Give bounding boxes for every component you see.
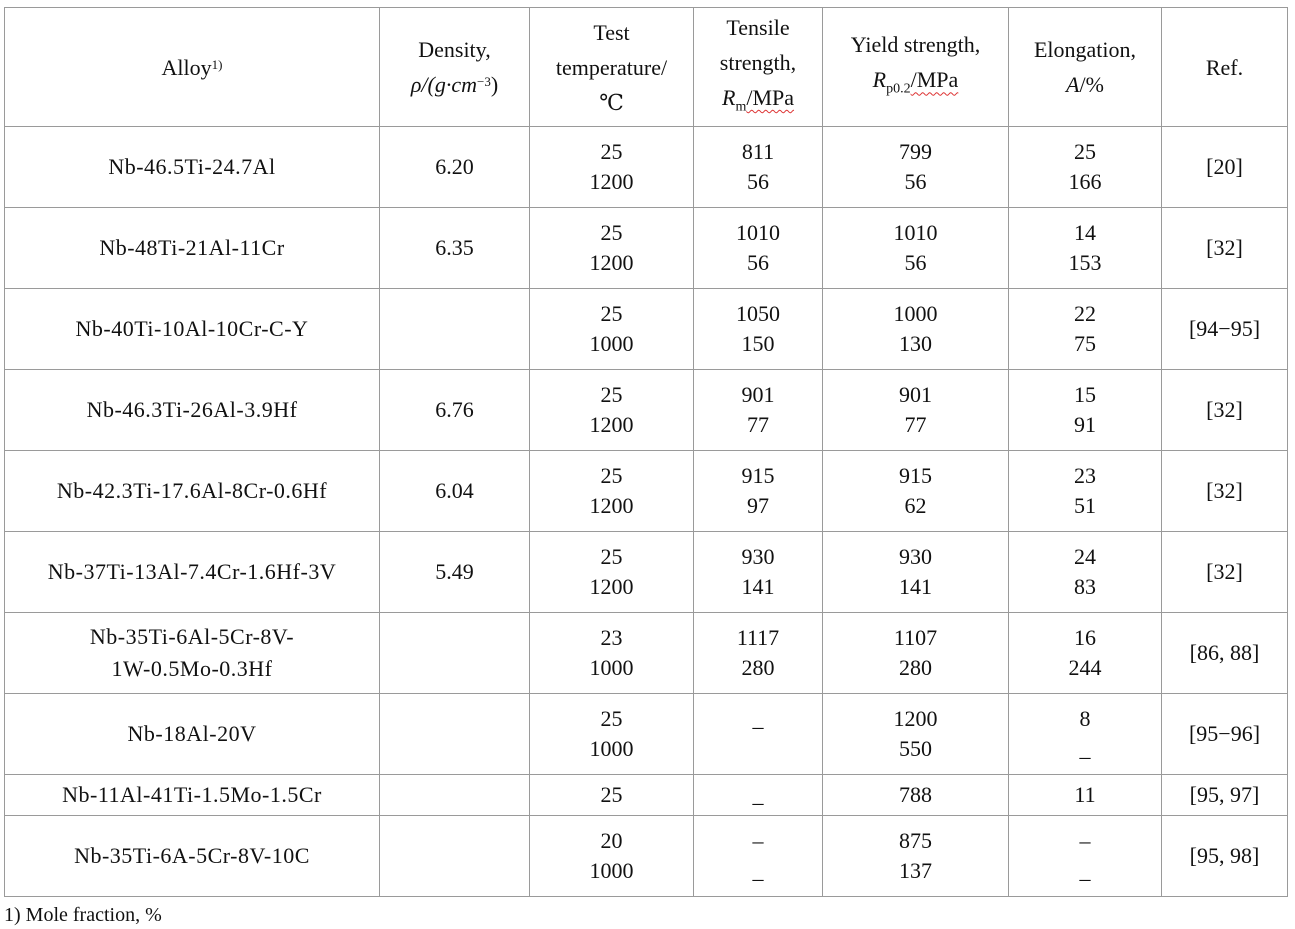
table-footnote: 1) Mole fraction, %: [4, 904, 162, 926]
table-row: [5, 816, 1288, 897]
alloy-name-line: Nb-48Ti-21Al-11Cr: [99, 235, 285, 260]
cell-yield-strength: [823, 451, 1009, 532]
cell-value: 930: [741, 544, 775, 569]
cell-elongation: [1009, 370, 1162, 451]
cell-value: 1000: [589, 736, 634, 761]
cell-ref: [95−96]: [1162, 694, 1288, 775]
cell-value: 1107: [893, 625, 938, 650]
cell-value: _: [752, 858, 764, 883]
cell-value: 1050: [736, 301, 780, 326]
cell-value: 56: [747, 250, 769, 275]
cell-value: 915: [741, 463, 775, 488]
cell-elongation: [1009, 816, 1162, 897]
cell-value: 244: [1068, 655, 1102, 680]
cell-value: 25: [1074, 139, 1096, 164]
cell-alloy: [5, 208, 380, 289]
cell-value: 141: [741, 574, 775, 599]
header-yield-strength: Yield strength, $R_{p0.2}$/MPa: [823, 8, 1009, 127]
cell-value: 1000: [589, 331, 634, 356]
cell-density: [380, 816, 530, 897]
cell-value: 901: [741, 382, 775, 407]
cell-value: 56: [904, 169, 927, 194]
cell-alloy: [5, 816, 380, 897]
cell-value: 83: [1074, 574, 1096, 599]
cell-value: 77: [747, 412, 769, 437]
cell-density: 5.49: [380, 532, 530, 613]
table-row: [5, 532, 1288, 613]
cell-value: 25: [600, 301, 623, 326]
cell-test-temperature: [530, 208, 694, 289]
table-row: [5, 613, 1288, 694]
cell-elongation: [1009, 208, 1162, 289]
header-ref: Ref.: [1162, 8, 1288, 127]
cell-ref: [32]: [1162, 451, 1288, 532]
cell-value: –: [752, 828, 764, 853]
cell-test-temperature: [530, 451, 694, 532]
header-row: [5, 8, 1288, 127]
cell-test-temperature: [530, 532, 694, 613]
cell-alloy: [5, 775, 380, 816]
alloy-name-line: Nb-42.3Ti-17.6Al-8Cr-0.6Hf: [56, 478, 328, 503]
alloy-name-line: Nb-37Ti-13Al-7.4Cr-1.6Hf-3V: [47, 559, 337, 584]
cell-value: 77: [904, 412, 927, 437]
header-elongation: Elongation, A/%: [1009, 8, 1162, 127]
alloy-name-line: Nb-18Al-20V: [127, 721, 257, 746]
cell-value: 166: [1068, 169, 1102, 194]
cell-value: 799: [899, 139, 932, 164]
cell-value: 915: [899, 463, 932, 488]
cell-value: 930: [899, 544, 932, 569]
cell-alloy: [5, 370, 380, 451]
cell-test-temperature: [530, 694, 694, 775]
cell-test-temperature: [530, 370, 694, 451]
cell-alloy: [5, 694, 380, 775]
cell-density: [380, 613, 530, 694]
cell-value: 23: [600, 625, 623, 650]
header-density: Density, $\rho/(g\cdot cm^{-3})$: [380, 8, 530, 127]
cell-ref: [20]: [1162, 127, 1288, 208]
cell-ref: [95, 98]: [1162, 816, 1288, 897]
cell-value: 1000: [589, 858, 634, 883]
cell-value: 56: [747, 169, 769, 194]
cell-value: 25: [600, 382, 623, 407]
cell-value: 1200: [589, 493, 634, 518]
alloy-name-line: Nb-35Ti-6A-5Cr-8V-10C: [74, 843, 310, 868]
cell-value: 1200: [589, 169, 634, 194]
cell-value: 1000: [589, 655, 634, 680]
alloy-name-line: Nb-11Al-41Ti-1.5Mo-1.5Cr: [62, 782, 322, 807]
cell-elongation: [1009, 451, 1162, 532]
table-row: [5, 289, 1288, 370]
cell-alloy: [5, 451, 380, 532]
cell-yield-strength: [823, 208, 1009, 289]
cell-value: 1010: [893, 220, 938, 245]
cell-test-temperature: 25: [530, 775, 694, 816]
cell-ref: [32]: [1162, 208, 1288, 289]
alloy-name-line: 1W-0.5Mo-0.3Hf: [111, 656, 273, 681]
cell-value: 1200: [893, 706, 938, 731]
cell-value: 1200: [589, 574, 634, 599]
header-test-temperature: Test temperature/ ℃: [530, 8, 694, 127]
cell-elongation: 11: [1009, 775, 1162, 816]
cell-value: 25: [600, 220, 623, 245]
cell-elongation: [1009, 694, 1162, 775]
cell-density: [380, 694, 530, 775]
table-row: [5, 694, 1288, 775]
cell-tensile-strength: [694, 694, 823, 775]
cell-ref: [95, 97]: [1162, 775, 1288, 816]
cell-value: 1200: [589, 250, 634, 275]
cell-yield-strength: [823, 127, 1009, 208]
cell-value: 97: [747, 493, 769, 518]
cell-value: _: [752, 706, 764, 731]
cell-value: 22: [1074, 301, 1096, 326]
cell-tensile-strength: [694, 451, 823, 532]
cell-yield-strength: 788: [823, 775, 1009, 816]
cell-value: 1117: [736, 625, 780, 650]
cell-value: 141: [899, 574, 932, 599]
cell-yield-strength: [823, 613, 1009, 694]
cell-tensile-strength: _: [694, 775, 823, 816]
cell-value: 1000: [893, 301, 938, 326]
cell-alloy: [5, 613, 380, 694]
cell-value: 51: [1074, 493, 1096, 518]
cell-value: 137: [899, 858, 932, 883]
cell-ref: [94−95]: [1162, 289, 1288, 370]
cell-value: 20: [600, 828, 623, 853]
cell-value: –: [1079, 828, 1091, 853]
cell-yield-strength: [823, 532, 1009, 613]
cell-test-temperature: [530, 127, 694, 208]
cell-value: 16: [1074, 625, 1096, 650]
cell-value: 25: [600, 706, 623, 731]
alloy-name-line: Nb-40Ti-10Al-10Cr-C-Y: [75, 316, 309, 341]
cell-tensile-strength: [694, 532, 823, 613]
header-alloy: Alloy$^{1)}$: [5, 8, 380, 127]
cell-density: 6.20: [380, 127, 530, 208]
cell-value: 14: [1074, 220, 1096, 245]
cell-alloy: [5, 289, 380, 370]
cell-alloy: [5, 127, 380, 208]
cell-test-temperature: [530, 613, 694, 694]
cell-density: 6.04: [380, 451, 530, 532]
cell-value: 150: [741, 331, 775, 356]
alloy-name-line: Nb-46.3Ti-26Al-3.9Hf: [86, 397, 298, 422]
cell-yield-strength: [823, 289, 1009, 370]
cell-tensile-strength: [694, 208, 823, 289]
cell-value: 25: [600, 544, 623, 569]
cell-elongation: [1009, 289, 1162, 370]
alloy-name-line: Nb-46.5Ti-24.7Al: [108, 154, 276, 179]
cell-value: 280: [899, 655, 932, 680]
cell-density: 6.76: [380, 370, 530, 451]
cell-value: 1200: [589, 412, 634, 437]
cell-elongation: [1009, 613, 1162, 694]
cell-value: 811: [741, 139, 775, 164]
table-row: [5, 451, 1288, 532]
cell-value: 75: [1074, 331, 1096, 356]
cell-tensile-strength: [694, 816, 823, 897]
cell-value: 91: [1074, 412, 1096, 437]
cell-density: 6.35: [380, 208, 530, 289]
cell-value: 24: [1074, 544, 1096, 569]
cell-tensile-strength: [694, 613, 823, 694]
table-row: [5, 370, 1288, 451]
cell-ref: [32]: [1162, 370, 1288, 451]
cell-elongation: [1009, 532, 1162, 613]
cell-value: 130: [899, 331, 932, 356]
cell-value: 62: [904, 493, 927, 518]
cell-value: 25: [600, 139, 623, 164]
cell-yield-strength: [823, 816, 1009, 897]
cell-elongation: [1009, 127, 1162, 208]
cell-value: _: [1079, 858, 1091, 883]
cell-yield-strength: [823, 370, 1009, 451]
table-row: [5, 775, 1288, 816]
alloy-properties-table: [4, 7, 1288, 897]
table-row: [5, 127, 1288, 208]
cell-value: 23: [1074, 463, 1096, 488]
cell-value: 280: [741, 655, 775, 680]
cell-ref: [32]: [1162, 532, 1288, 613]
cell-value: 550: [899, 736, 932, 761]
cell-density: [380, 775, 530, 816]
cell-test-temperature: [530, 816, 694, 897]
cell-value: 153: [1068, 250, 1102, 275]
cell-tensile-strength: [694, 370, 823, 451]
cell-value: 15: [1074, 382, 1096, 407]
table-row: [5, 208, 1288, 289]
cell-value: 1010: [736, 220, 780, 245]
cell-test-temperature: [530, 289, 694, 370]
cell-value: 901: [899, 382, 932, 407]
cell-density: [380, 289, 530, 370]
cell-tensile-strength: [694, 289, 823, 370]
alloy-name-line: Nb-35Ti-6Al-5Cr-8V-: [89, 624, 295, 649]
cell-value: 875: [899, 828, 932, 853]
cell-value: 25: [600, 463, 623, 488]
cell-value: 8: [1079, 706, 1091, 731]
cell-ref: [86, 88]: [1162, 613, 1288, 694]
cell-value: _: [1079, 736, 1091, 761]
cell-yield-strength: [823, 694, 1009, 775]
cell-tensile-strength: [694, 127, 823, 208]
cell-alloy: [5, 532, 380, 613]
header-tensile-strength: Tensile strength, $R_m$/MPa: [694, 8, 823, 127]
cell-value: 56: [904, 250, 927, 275]
